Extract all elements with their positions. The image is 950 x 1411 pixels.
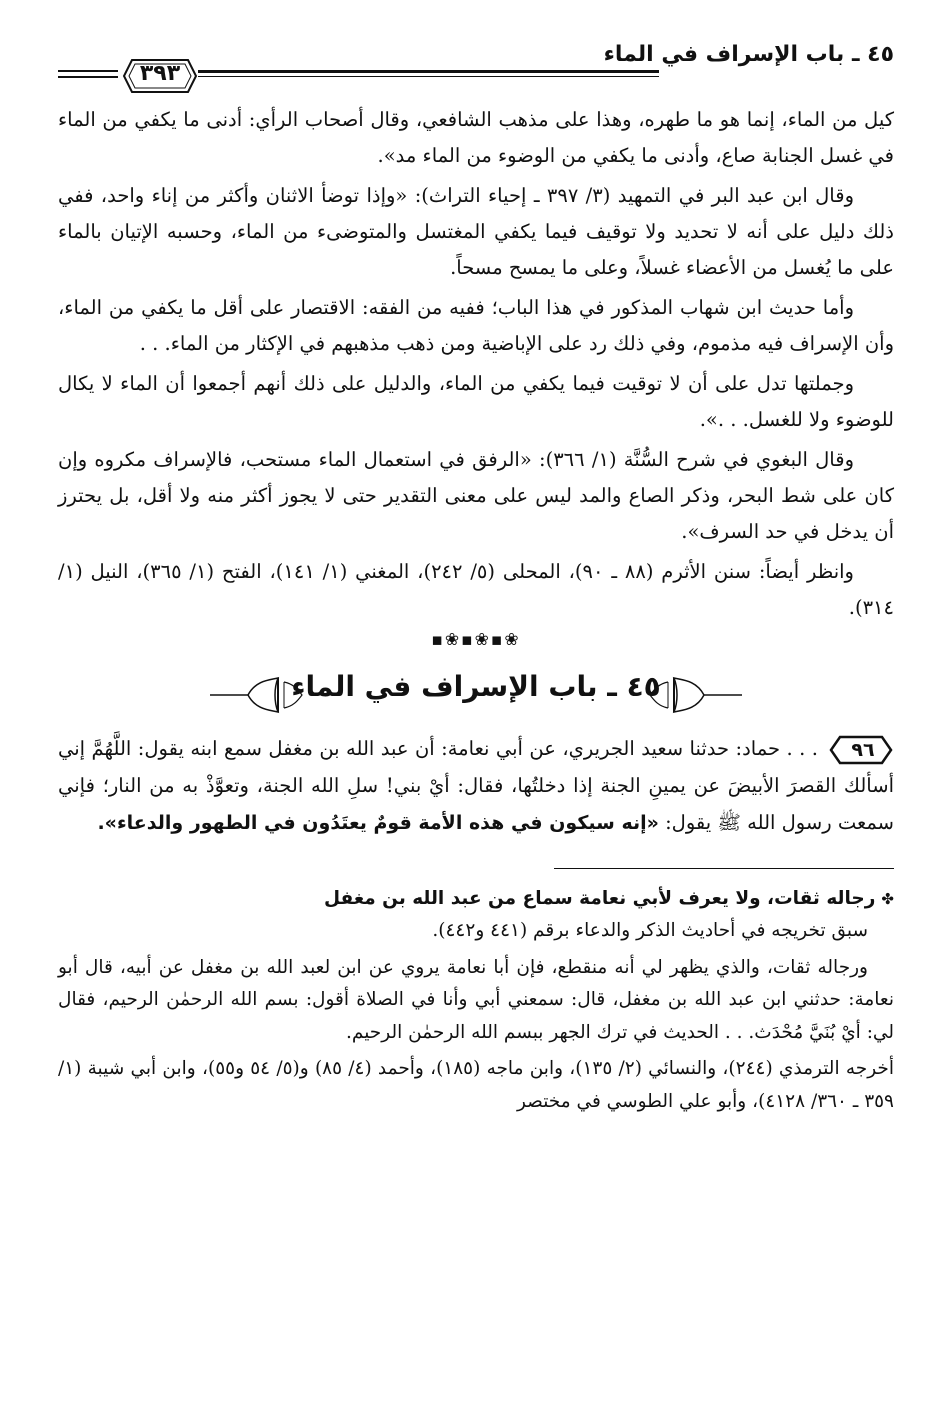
hadith-text	[58, 730, 894, 842]
body-paragraph-6: وانظر أيضاً: سنن الأثرم (٨٨ ـ ٩٠)، المحلى (٥/ ٢٤٢)، المغني (١/ ١٤١)، الفتح (١/ ٣٦٥)، النيل (١/ ٣١٤).	[58, 560, 894, 619]
chapter-title: ٤٥ ـ باب الإسراف في الماء	[291, 670, 661, 703]
header-rule-thin	[198, 76, 659, 77]
hadith-number: ٩٦	[851, 738, 875, 761]
note-paragraph-2: ورجاله ثقات، والذي يظهر لي أنه منقطع، فإن أبا نعامة يروي عن ابن لعبد الله بن مغفل عن أبيه، قال أبو نعامة: حدثني ابن عبد الله بن مغفل، قال: سمعني أبي وأنا في الصلاة أقول: بسم الله الرحمٰن الرحيم، فقال لي: أيْ بُنَيَّ مُحْدَث. . . الحديث في ترك الجهر ببسم الله الرحمٰن الرحيم.	[58, 956, 894, 1043]
body-paragraph-1: كيل من الماء، إنما هو ما طهره، وهذا على مذهب الشافعي، وقال أصحاب الرأي: أدنى ما يكفي من الماء في غسل الجنابة صاع، وأدنى ما يكفي من الوضوء من الماء مد».	[58, 108, 894, 167]
footnote-rule	[554, 868, 894, 869]
header-left-rule	[58, 70, 118, 72]
header-rule	[198, 70, 659, 73]
hadith-number-badge	[828, 734, 894, 766]
notes-heading	[58, 883, 894, 915]
hadith-body: . . . حماد: حدثنا سعيد الجريري، عن أبي نعامة: أن عبد الله بن مغفل سمع ابنه يقول: اللَّهُمَّ إني أسألك القصرَ الأبيضَ عن يمينِ الجنة إذا دخلتُها، فقال: أيْ بني! سلِ الله الجنة، وتعوَّذْ به من النار؛ فإني سمعت رسول الله ﷺ يقول:	[58, 737, 894, 834]
body-paragraph-3: وأما حديث ابن شهاب المذكور في هذا الباب؛ ففيه من الفقه: الاقتصار على أقل ما يكفي من الماء، وأن الإسراف فيه مذموم، وفي ذلك رد على الإباضية ومن ذهب مذهبهم في الإكثار من الماء. . .	[58, 296, 894, 355]
hadith-prophetic-saying: «إنه سيكون في هذه الأمة قومٌ يعتَدُون في الطهور والدعاء».	[97, 812, 659, 834]
book-page	[58, 30, 894, 1118]
chapter-ornament-left-icon	[208, 672, 308, 718]
chapter-heading	[58, 664, 894, 728]
body-paragraph-5: وقال البغوي في شرح السُّنَّة (١/ ٣٦٦): «الرفق في استعمال الماء مستحب، فالإسراف مكروه وإن كان على شط البحر، وذكر الصاع والمد ليس على معنى التقدير حتى لا يجوز أكثر منه ولا أقل، بل يحترز أن يدخل في حد السرف».	[58, 448, 894, 543]
note-paragraph-1: سبق تخريجه في أحاديث الذكر والدعاء برقم (٤٤١ و٤٤٢).	[432, 920, 868, 941]
section-ornament: ❀▪❀▪❀▪	[431, 630, 521, 650]
page-number-badge	[122, 56, 198, 96]
body-paragraph-2: وقال ابن عبد البر في التمهيد (٣/ ٣٩٧ ـ إحياء التراث): «وإذا توضأ الاثنان وأكثر من إناء واحد، ففي ذلك دليل على أنه لا تحديد ولا توقيف فيما يكفي المغتسل والمتوضىء من الماء، وحسبه الإتيان بالماء على ما يُغسل من الأعضاء غسلاً، وعلى ما يمسح مسحاً.	[58, 184, 894, 279]
flower-bullet-icon: ✤	[881, 890, 894, 908]
running-header	[58, 30, 894, 102]
body-paragraph-4: وجملتها تدل على أن لا توقيت فيما يكفي من الماء، والدليل على ذلك أنهم أجمعوا أن الماء لا يكال للوضوء ولا للغسل. . .».	[58, 372, 894, 431]
running-title: ٤٥ ـ باب الإسراف في الماء	[603, 42, 894, 67]
notes-heading-text: رجاله ثقات، ولا يعرف لأبي نعامة سماع من عبد الله بن مغفل	[324, 888, 876, 909]
note-paragraph-3: أخرجه الترمذي (٢٤٤)، والنسائي (٢/ ١٣٥)، وابن ماجه (١٨٥)، وأحمد (٤/ ٨٥) و(٥/ ٥٤ و٥٥)، وابن أبي شيبة (١/ ٣٥٩ ـ ٣٦٠/ ٤١٢٨)، وأبو علي الطوسي في مختصر	[58, 1058, 894, 1112]
page-number: ٣٩٣	[139, 61, 181, 86]
header-left-rule-thin	[58, 76, 118, 78]
